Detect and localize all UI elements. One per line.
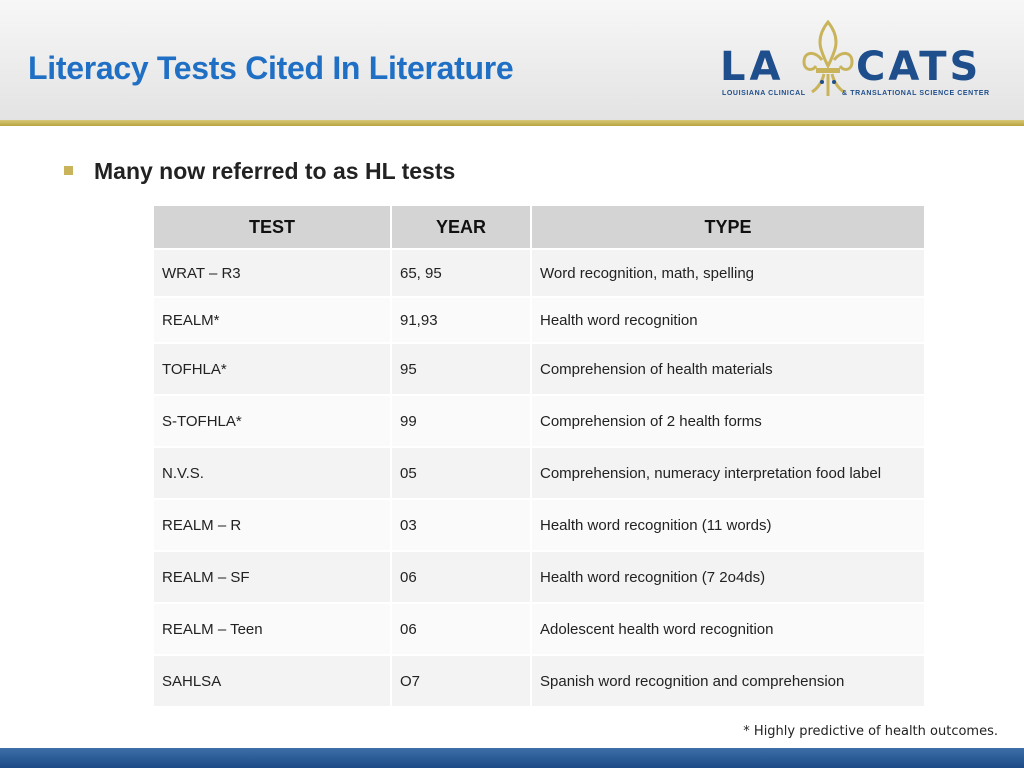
table-row <box>154 552 926 604</box>
cell-test: TOFHLA* <box>154 344 392 396</box>
cell-type: Adolescent health word recognition <box>532 604 926 656</box>
cell-type: Comprehension of 2 health forms <box>532 396 926 448</box>
footer-bar <box>0 748 1024 768</box>
cell-test: SAHLSA <box>154 656 392 708</box>
table-row <box>154 604 926 656</box>
table-row <box>154 250 926 298</box>
bullet-square-icon <box>64 166 73 175</box>
cell-type: Health word recognition (11 words) <box>532 500 926 552</box>
cell-test: WRAT – R3 <box>154 250 392 298</box>
cell-year: 03 <box>392 500 532 552</box>
table-row <box>154 656 926 708</box>
bullet-text: Many now referred to as HL tests <box>94 158 456 184</box>
cell-year: 95 <box>392 344 532 396</box>
table-row <box>154 500 926 552</box>
table-row <box>154 344 926 396</box>
logo-subtitle-right: & TRANSLATIONAL SCIENCE CENTER <box>842 90 990 97</box>
cell-type: Comprehension of health materials <box>532 344 926 396</box>
cell-test: REALM – SF <box>154 552 392 604</box>
cell-year: 99 <box>392 396 532 448</box>
header-test: TEST <box>154 206 392 250</box>
cell-test: N.V.S. <box>154 448 392 500</box>
cell-year: 06 <box>392 604 532 656</box>
cell-year: 91,93 <box>392 298 532 344</box>
lacats-logo <box>716 20 1002 106</box>
header-year: YEAR <box>392 206 532 250</box>
cell-type: Spanish word recognition and comprehension <box>532 656 926 708</box>
cell-type: Health word recognition <box>532 298 926 344</box>
cell-type: Comprehension, numeracy interpretation food label <box>532 448 926 500</box>
header-type: TYPE <box>532 206 926 250</box>
cell-year: 05 <box>392 448 532 500</box>
cell-year: 06 <box>392 552 532 604</box>
table-row <box>154 396 926 448</box>
cell-year: O7 <box>392 656 532 708</box>
cell-type: Word recognition, math, spelling <box>532 250 926 298</box>
logo-text-right: CATS <box>856 44 982 90</box>
cell-test: REALM – R <box>154 500 392 552</box>
cell-type: Health word recognition (7 2o4ds) <box>532 552 926 604</box>
table-row <box>154 298 926 344</box>
fleur-de-lis-icon <box>800 20 856 98</box>
table-header-row <box>154 206 926 250</box>
cell-year: 65, 95 <box>392 250 532 298</box>
cell-test: S-TOFHLA* <box>154 396 392 448</box>
cell-test: REALM* <box>154 298 392 344</box>
slide-title: Literacy Tests Cited In Literature <box>28 50 514 86</box>
logo-text-left: LA <box>720 44 785 90</box>
table-row <box>154 448 926 500</box>
header-divider <box>0 120 1024 126</box>
logo-subtitle-left: LOUISIANA CLINICAL <box>722 90 806 97</box>
cell-test: REALM – Teen <box>154 604 392 656</box>
literacy-tests-table <box>154 206 926 708</box>
footnote: * Highly predictive of health outcomes. <box>743 724 998 739</box>
